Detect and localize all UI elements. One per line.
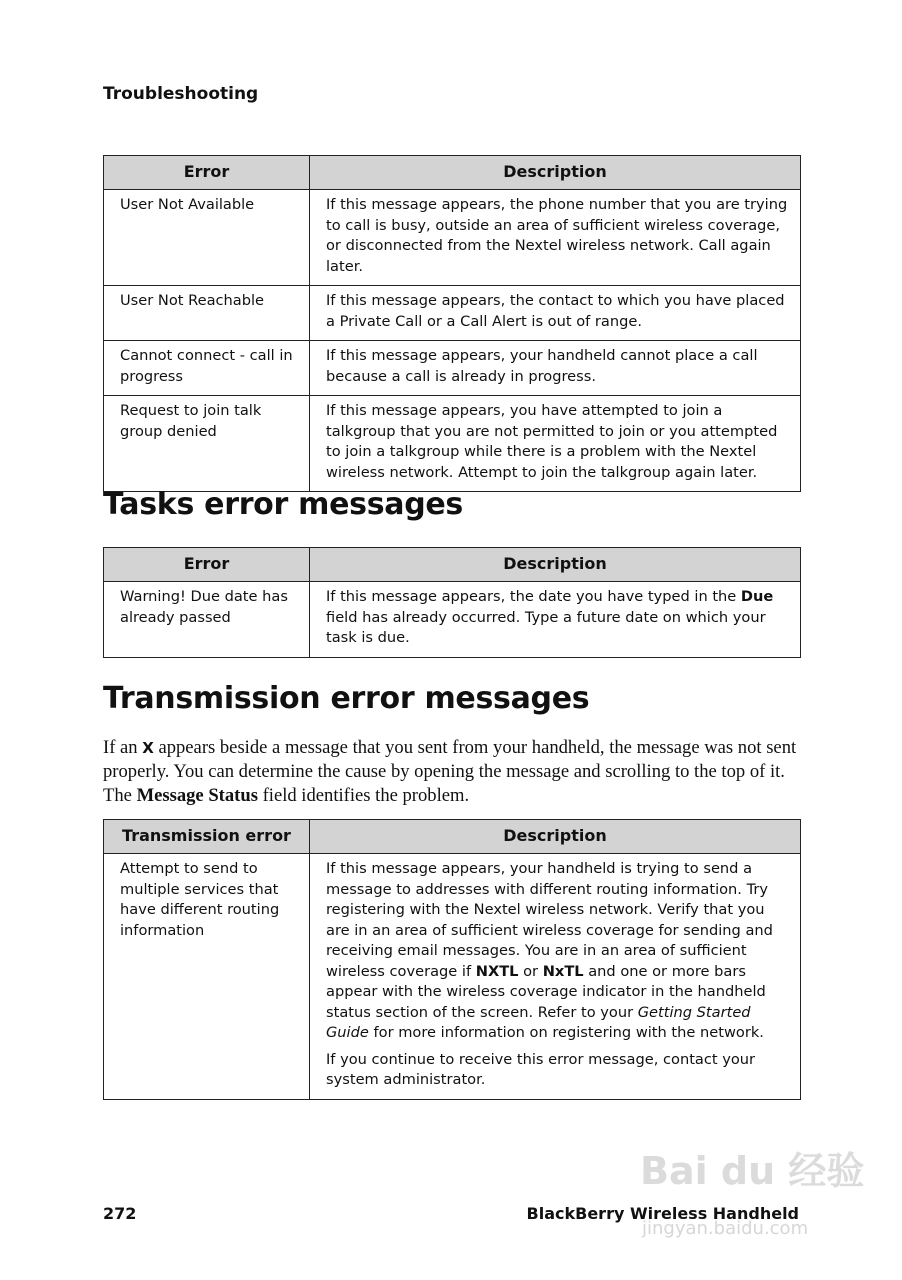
description-cell: If this message appears, you have attempted to join a talkgroup that you are not permitted to join or you attempted to join a talkgroup while there is a problem with the Nextel wireless network. Attempt to join the talkgroup again later. bbox=[310, 396, 801, 492]
error-cell: Request to join talk group denied bbox=[104, 396, 310, 492]
table-header-row bbox=[104, 156, 801, 190]
page-number: 272 bbox=[103, 1204, 137, 1223]
error-cell: User Not Reachable bbox=[104, 286, 310, 341]
table-row bbox=[104, 286, 801, 341]
running-header: Troubleshooting bbox=[103, 84, 259, 104]
section-heading-transmission: Transmission error messages bbox=[103, 681, 590, 716]
table-header-row bbox=[104, 548, 801, 582]
column-header-error: Error bbox=[104, 156, 310, 190]
text: If an bbox=[103, 737, 143, 758]
intro-paragraph bbox=[103, 736, 803, 808]
text: If this message appears, the date you have typed in the bbox=[326, 588, 741, 605]
text: field identifies the problem. bbox=[257, 785, 470, 806]
description-cell bbox=[310, 854, 801, 1100]
watermark-logo: Bai du 经验 bbox=[640, 1149, 865, 1193]
error-cell: User Not Available bbox=[104, 190, 310, 286]
text: field has already occurred. Type a future date on which your task is due. bbox=[326, 608, 766, 646]
description-paragraph bbox=[326, 859, 788, 1044]
column-header-description: Description bbox=[310, 820, 801, 854]
text: or bbox=[518, 962, 543, 980]
watermark-url: jingyan.baidu.com bbox=[642, 1218, 809, 1239]
description-paragraph: If you continue to receive this error message, contact your system administrator. bbox=[326, 1050, 756, 1088]
table-header-row bbox=[104, 820, 801, 854]
section-heading-tasks: Tasks error messages bbox=[103, 487, 463, 522]
table-row bbox=[104, 396, 801, 492]
error-cell: Warning! Due date has already passed bbox=[104, 582, 310, 658]
description-cell: If this message appears, the contact to which you have placed a Private Call or a Call Alert is out of range. bbox=[310, 286, 801, 341]
table-row bbox=[104, 341, 801, 396]
description-cell: If this message appears, the phone number that you are trying to call is busy, outside an area of sufficient wireless coverage, or disconnected from the Nextel wireless network. Call again later. bbox=[310, 190, 801, 286]
table-row bbox=[104, 854, 801, 1100]
column-header-description: Description bbox=[310, 548, 801, 582]
column-header-description: Description bbox=[310, 156, 801, 190]
description-cell bbox=[310, 582, 801, 658]
tasks-errors-table bbox=[103, 547, 801, 658]
call-errors-table bbox=[103, 155, 801, 492]
x-symbol: X bbox=[142, 739, 154, 757]
error-cell: Attempt to send to multiple services that have different routing information bbox=[104, 854, 310, 1100]
text: appears beside a message that you sent from your handheld, the message was not sent properly. You can determine the cause by opening the message and scrolling to the top of it. The bbox=[103, 737, 797, 806]
network-name: NXTL bbox=[475, 962, 519, 980]
text: If this message appears, your handheld is trying to send a message to addresses with different routing information. Try registering with the Nextel wireless network. Verify that you are in an area of sufficient wireless coverage for sending and receiving email messages. You are in an area of sufficient wireless coverage if bbox=[326, 860, 773, 980]
book-title: BlackBerry Wireless Handheld bbox=[526, 1204, 799, 1223]
error-cell: Cannot connect - call in progress bbox=[104, 341, 310, 396]
guide-title: Getting Started Guide bbox=[326, 1003, 751, 1041]
text: for more information on registering with the network. bbox=[368, 1024, 764, 1041]
field-name: Due bbox=[740, 588, 774, 605]
transmission-errors-table bbox=[103, 819, 801, 1100]
table-row bbox=[104, 190, 801, 286]
text: and one or more bars appear with the wireless coverage indicator in the handheld status section of the screen. Refer to your bbox=[326, 962, 766, 1021]
description-cell: If this message appears, your handheld cannot place a call because a call is already in progress. bbox=[310, 341, 801, 396]
column-header-error: Error bbox=[104, 548, 310, 582]
network-name: NxTL bbox=[542, 962, 584, 980]
table-row bbox=[104, 582, 801, 658]
column-header-transmission-error: Transmission error bbox=[104, 820, 310, 854]
field-name: Message Status bbox=[136, 785, 258, 806]
